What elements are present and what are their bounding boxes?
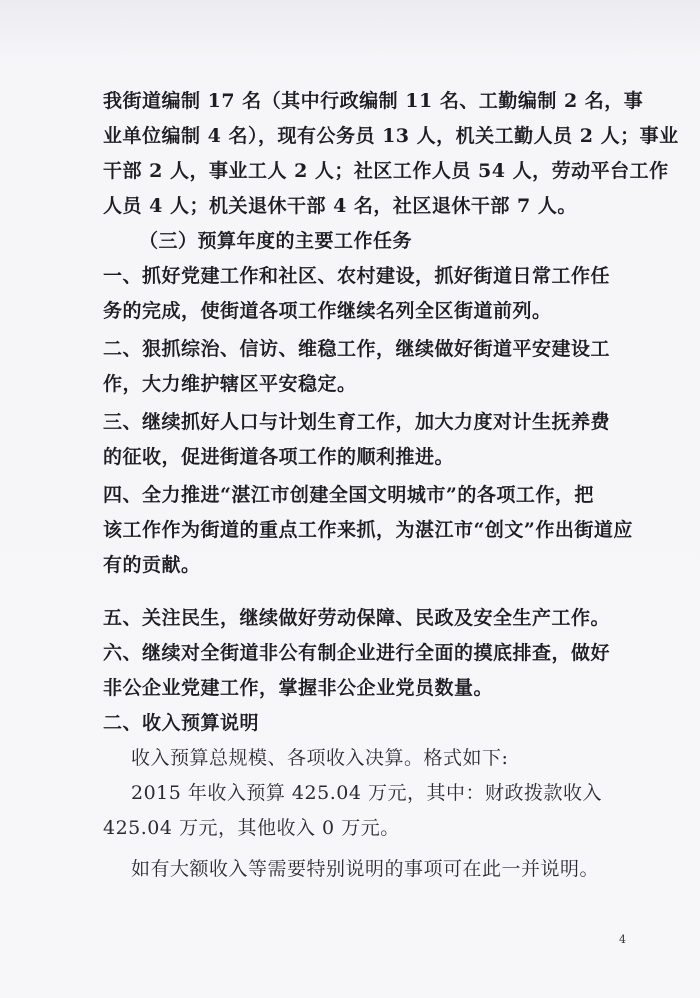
- task-4-line-3: 有的贡献。: [103, 554, 201, 576]
- staff-line-2: 业单位编制 4 名），现有公务员 13 人，机关工勤人员 2 人；事业: [103, 125, 679, 147]
- income-intro: 收入预算总规模、各项收入决算。格式如下:: [131, 747, 509, 769]
- task-2-line-1: 二、狠抓综治、信访、维稳工作，继续做好街道平安建设工: [103, 338, 611, 360]
- task-6-line-2: 非公企业党建工作，掌握非公企业党员数量。: [103, 677, 494, 699]
- income-note: 如有大额收入等需要特别说明的事项可在此一并说明。: [131, 858, 600, 880]
- task-1-line-2: 务的完成，使街道各项工作继续名列全区街道前列。: [103, 300, 552, 322]
- staff-line-3: 干部 2 人，事业工人 2 人；社区工作人员 54 人，劳动平台工作: [103, 160, 669, 182]
- page-number: 4: [619, 933, 626, 946]
- income-line-2: 425.04 万元，其他收入 0 万元。: [103, 817, 400, 839]
- task-4-line-2: 该工作作为街道的重点工作来抓，为湛江市“创文”作出街道应: [103, 519, 633, 541]
- task-1-line-1: 一、抓好党建工作和社区、农村建设，抓好街道日常工作任: [103, 265, 611, 287]
- staff-line-4: 人员 4 人；机关退休干部 4 名，社区退休干部 7 人。: [103, 195, 577, 217]
- task-4-line-1: 四、全力推进“湛江市创建全国文明城市”的各项工作，把: [103, 484, 594, 506]
- section-income-heading: 二、收入预算说明: [103, 712, 260, 734]
- income-line-1: 2015 年收入预算 425.04 万元，其中：财政拨款收入: [131, 782, 602, 804]
- staff-line-1: 我街道编制 17 名（其中行政编制 11 名、工勤编制 2 名，事: [103, 90, 644, 112]
- task-3-line-1: 三、继续抓好人口与计划生育工作，加大力度对计生抚养费: [103, 411, 611, 433]
- task-5: 五、关注民生，继续做好劳动保障、民政及安全生产工作。: [103, 607, 611, 629]
- heading-tasks: （三）预算年度的主要工作任务: [139, 230, 413, 252]
- body-text: [103, 84, 679, 887]
- task-2-line-2: 作，大力维护辖区平安稳定。: [103, 373, 357, 395]
- task-3-line-2: 的征收，促进街道各项工作的顺利推进。: [103, 446, 455, 468]
- task-6-line-1: 六、继续对全街道非公有制企业进行全面的摸底排查，做好: [103, 642, 611, 664]
